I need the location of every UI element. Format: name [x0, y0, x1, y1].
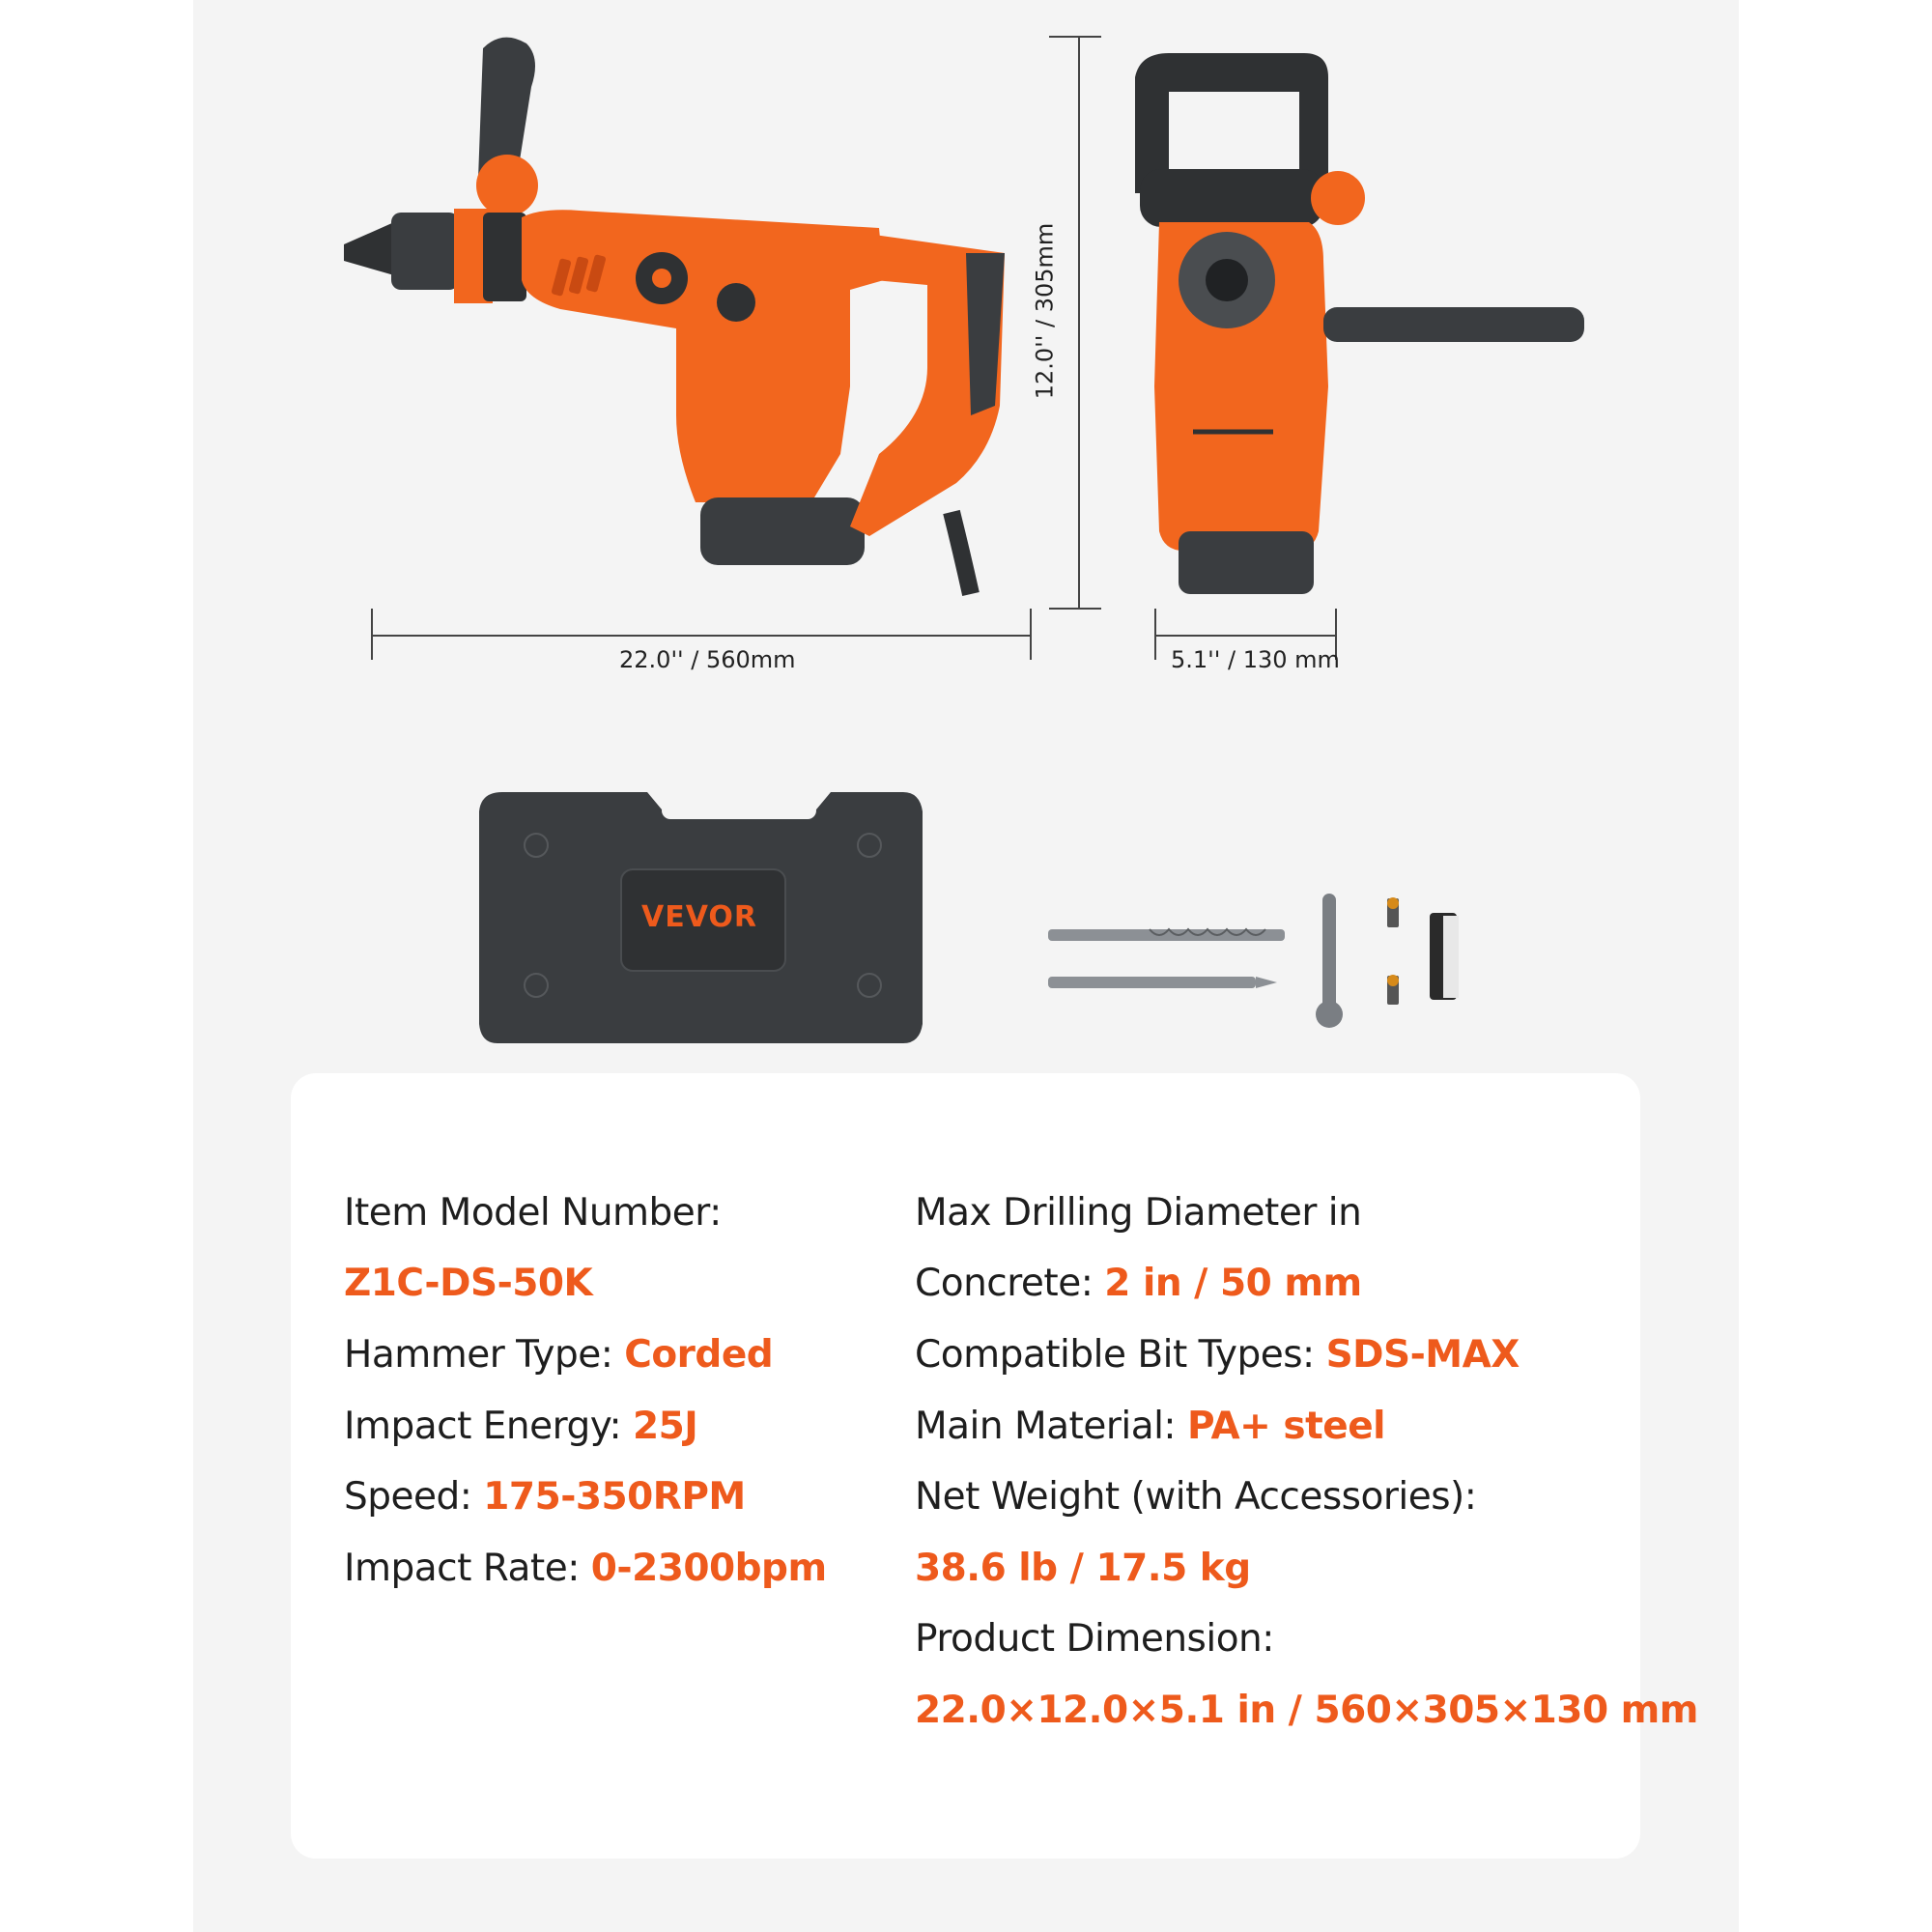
- bit-types-value: SDS-MAX: [1325, 1333, 1520, 1377]
- chisel-accessory: [1048, 977, 1277, 988]
- speed-row: [344, 1475, 746, 1519]
- height-dimension-label: 12.0'' / 305mm: [1031, 222, 1059, 400]
- carbon-brushes-accessory: [1387, 897, 1399, 1005]
- rotary-hammer-side-view: [344, 38, 1005, 594]
- max-drilling-label: Max Drilling Diameter in: [915, 1191, 1362, 1235]
- impact-energy-row: [344, 1405, 697, 1448]
- grease-tube-accessory: [1430, 913, 1459, 1000]
- material-row: [915, 1405, 1385, 1448]
- product-dimension-label: Product Dimension:: [915, 1617, 1274, 1661]
- impact-rate-row: [344, 1547, 827, 1590]
- speed-label: Speed:: [344, 1475, 484, 1519]
- vevor-logo: VEVOR: [641, 900, 758, 934]
- speed-value: 175-350RPM: [483, 1475, 746, 1519]
- wrench-accessory: [1316, 894, 1343, 1028]
- impact-rate-label: Impact Rate:: [344, 1547, 591, 1590]
- length-dimension-label: 22.0'' / 560mm: [619, 646, 796, 673]
- hammer-type-label: Hammer Type:: [344, 1333, 625, 1377]
- model-number-label: Item Model Number:: [344, 1191, 722, 1235]
- max-drilling-row: [915, 1262, 1362, 1305]
- net-weight-label: Net Weight (with Accessories):: [915, 1475, 1477, 1519]
- bit-types-label: Compatible Bit Types:: [915, 1333, 1326, 1377]
- product-dimension-value: 22.0×12.0×5.1 in / 560×305×130 mm: [915, 1689, 1698, 1732]
- material-label: Main Material:: [915, 1405, 1187, 1448]
- bit-types-row: [915, 1333, 1520, 1377]
- model-number-value: Z1C-DS-50K: [344, 1262, 593, 1305]
- max-drilling-label-cont: Concrete:: [915, 1262, 1105, 1305]
- impact-energy-value: 25J: [633, 1405, 698, 1448]
- hammer-type-row: [344, 1333, 773, 1377]
- material-value: PA+ steel: [1186, 1405, 1386, 1448]
- drill-bit-accessory: [1048, 929, 1285, 941]
- impact-rate-value: 0-2300bpm: [590, 1547, 827, 1590]
- max-drilling-value: 2 in / 50 mm: [1104, 1262, 1362, 1305]
- net-weight-value: 38.6 lb / 17.5 kg: [915, 1547, 1251, 1590]
- width-dimension-label: 5.1'' / 130 mm: [1171, 646, 1340, 673]
- rotary-hammer-rear-view: [1135, 53, 1584, 594]
- hammer-type-value: Corded: [624, 1333, 774, 1377]
- impact-energy-label: Impact Energy:: [344, 1405, 634, 1448]
